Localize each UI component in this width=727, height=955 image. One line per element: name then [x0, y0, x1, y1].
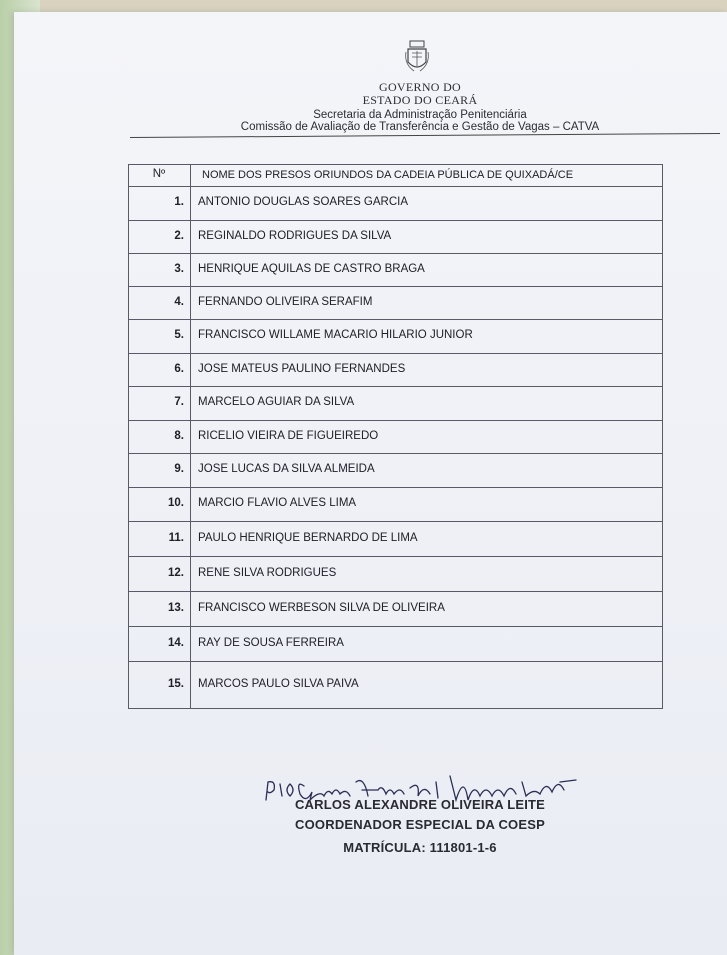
header-commission: Comissão de Avaliação de Transferência e Gestão de Vagas – CATVA: [240, 121, 600, 133]
table-row-line: [128, 164, 663, 165]
prisoner-name: FERNANDO OLIVEIRA SERAFIM: [198, 295, 373, 308]
column-header-name: NOME DOS PRESOS ORIUNDOS DA CADEIA PÚBLICA DE QUIXADÁ/CE: [202, 169, 574, 181]
prisoner-name: RENE SILVA RODRIGUES: [198, 566, 337, 579]
row-number: 9.: [174, 463, 184, 475]
prisoner-name: MARCOS PAULO SILVA PAIVA: [198, 678, 359, 690]
prisoner-name: JOSE LUCAS DA SILVA ALMEIDA: [198, 463, 375, 475]
header-secretariat: Secretaria da Administração Penitenciária: [313, 109, 527, 121]
prisoner-name: REGINALDO RODRIGUES DA SILVA: [198, 229, 392, 242]
signer-title: COORDENADOR ESPECIAL DA COESP: [295, 817, 545, 832]
row-number: 11.: [168, 531, 184, 544]
row-number: 15.: [168, 678, 184, 690]
row-number: 12.: [168, 566, 184, 579]
row-number: 2.: [174, 229, 184, 242]
row-number: 14.: [168, 636, 184, 649]
row-number: 4.: [174, 295, 184, 308]
prisoner-name: PAULO HENRIQUE BERNARDO DE LIMA: [198, 531, 418, 544]
row-number: 7.: [174, 396, 184, 408]
prisoner-name: HENRIQUE AQUILAS DE CASTRO BRAGA: [198, 262, 425, 275]
row-number: 10.: [168, 497, 184, 509]
header-state-line: ESTADO DO CEARÁ: [362, 93, 478, 107]
handwritten-signature: [260, 770, 600, 820]
prisoner-name: ANTONIO DOUGLAS SOARES GARCIA: [198, 196, 409, 208]
prisoner-name: MARCELO AGUIAR DA SILVA: [198, 396, 355, 408]
signer-name: CARLOS ALEXANDRE OLIVEIRA LEITE: [294, 797, 546, 812]
row-number: 8.: [174, 429, 184, 442]
prisoner-name: RAY DE SOUSA FERREIRA: [198, 636, 344, 649]
row-number: 13.: [168, 601, 184, 614]
header-government-line: GOVERNO DO: [379, 80, 461, 94]
prisoner-name: MARCIO FLAVIO ALVES LIMA: [198, 497, 357, 509]
prisoner-name: FRANCISCO WILLAME MACARIO HILARIO JUNIOR: [198, 329, 473, 341]
row-number: 6.: [174, 362, 184, 375]
prisoner-name: RICELIO VIEIRA DE FIGUEIREDO: [198, 429, 379, 442]
prisoner-name: JOSE MATEUS PAULINO FERNANDES: [198, 362, 406, 375]
column-header-number: Nº: [152, 168, 166, 180]
prisoner-name: FRANCISCO WERBESON SILVA DE OLIVEIRA: [198, 601, 445, 614]
state-coat-of-arms-icon: [404, 40, 430, 76]
prisoner-list-table: [128, 164, 663, 709]
row-number: 1.: [174, 196, 184, 208]
row-number: 5.: [174, 329, 184, 341]
row-number: 3.: [174, 262, 184, 275]
signer-registration: MATRÍCULA: 111801-1-6: [343, 840, 497, 855]
